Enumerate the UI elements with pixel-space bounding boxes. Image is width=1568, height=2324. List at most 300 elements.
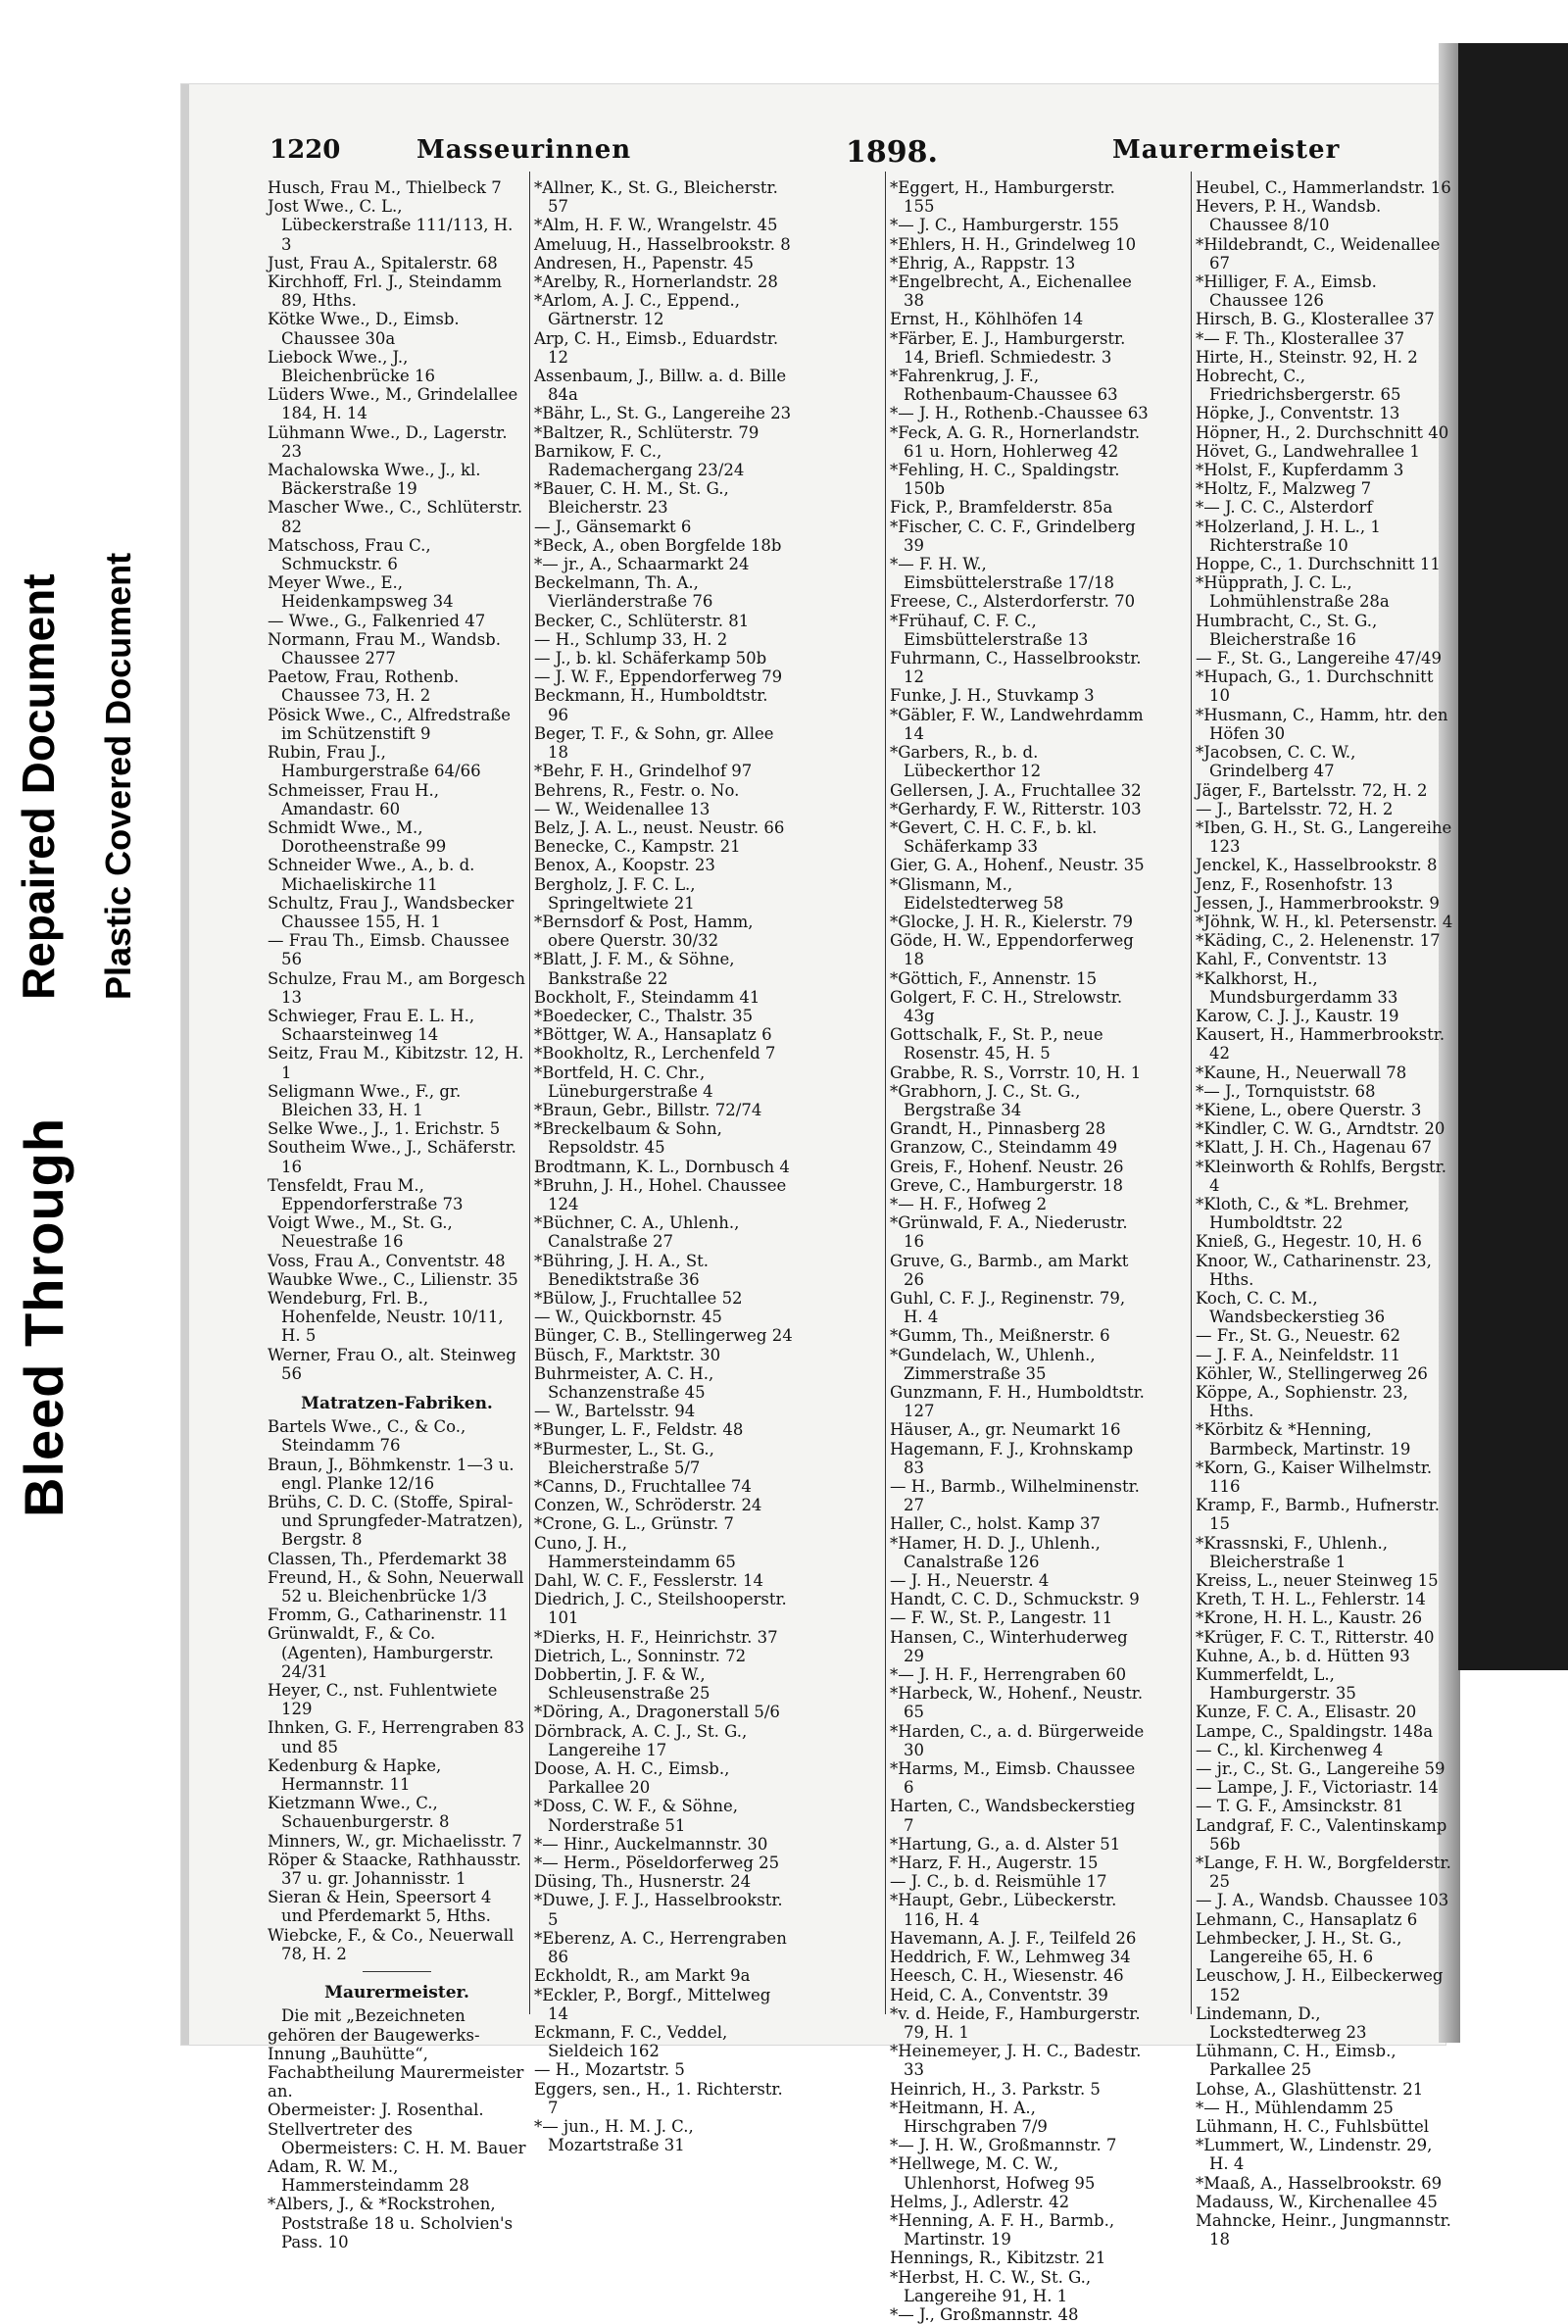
directory-entry: Beckmann, H., Humboldtstr. 96 [534, 686, 768, 724]
directory-entry: Rubin, Frau J., Hamburgerstraße 64/66 [268, 743, 481, 781]
entry-list [890, 178, 1149, 2324]
page-binding-edge [181, 84, 189, 2045]
directory-entry: Adam, R. W. M., Hammersteindamm 28 [268, 2156, 469, 2196]
directory-entry: Lindemann, D., Lockstedterweg 23 [1196, 2003, 1367, 2042]
directory-entry: *Hamer, H. D. J., Uhlenh., Canalstraße 126 [890, 1533, 1101, 1571]
directory-entry: Bergholz, J. F. C. L., Springeltwiete 21 [534, 874, 696, 913]
directory-entry: Funke, J. H., Stuvkamp 3 [890, 686, 1095, 706]
directory-entry: Karow, C. J. J., Kaustr. 19 [1196, 1006, 1399, 1025]
directory-entry: Diedrich, J. C., Steilshooperstr. 101 [534, 1590, 787, 1628]
directory-entry: Buhrmeister, A. C. H., Schanzenstraße 45 [534, 1363, 714, 1402]
directory-entry: *Glocke, J. H. R., Kielerstr. 79 [890, 912, 1133, 931]
directory-entry: *Hellwege, M. C. W., Uhlenhorst, Hofweg 95 [890, 2154, 1096, 2193]
directory-entry: Ernst, H., Köhlhöfen 14 [890, 310, 1084, 329]
directory-entry: Arp, C. H., Eimsb., Eduardstr. 12 [534, 328, 779, 367]
directory-entry: *Eckler, P., Borgf., Mittelweg 14 [534, 1985, 771, 2023]
directory-entry: *Bernsdorf & Post, Hamm, obere Querstr. 30/32 [534, 912, 754, 951]
directory-entry: *Blatt, J. F. M., & Söhne, Bankstraße 22 [534, 950, 735, 988]
directory-entry: *Fahrenkrug, J. F., Rothenbaum-Chaussee 63 [890, 367, 1118, 405]
directory-entry: *Lummert, W., Lindenstr. 29, H. 4 [1196, 2136, 1433, 2174]
directory-entry: — Wwe., G., Falkenried 47 [268, 611, 486, 630]
directory-entry: — H., Barmb., Wilhelminenstr. 27 [890, 1477, 1140, 1515]
directory-entry: *Bunger, L. F., Feldstr. 48 [534, 1420, 744, 1440]
directory-entry: *Arlom, A. J. C., Eppend., Gärtnerstr. 12 [534, 291, 741, 329]
directory-entry: — W., Weidenallee 13 [534, 799, 710, 818]
header-left-title: Masseurinnen [416, 135, 632, 165]
directory-entry: *Maaß, A., Hasselbrookstr. 69 [1196, 2173, 1443, 2193]
directory-entry: Kietzmann Wwe., C., Schauenburgerstr. 8 [268, 1794, 450, 1832]
directory-entry: *Burmester, L., St. G., Bleicherstraße 5/7 [534, 1439, 714, 1477]
directory-entry: *Gumm, Th., Meißnerstr. 6 [890, 1326, 1110, 1346]
directory-entry: Selke Wwe., J., 1. Erichstr. 5 [268, 1119, 501, 1139]
directory-entry: Benox, A., Koopstr. 23 [534, 856, 715, 875]
directory-entry: *Harz, F. H., Augerstr. 15 [890, 1854, 1099, 1873]
directory-entry: *Käding, C., 2. Helenenstr. 17 [1196, 931, 1441, 951]
directory-entry: *Krone, H. H. L., Kaustr. 26 [1196, 1608, 1423, 1628]
directory-entry: *— F. H. W., Eimsbüttelerstraße 17/18 [890, 555, 1114, 593]
directory-entry: Grandt, H., Pinnasberg 28 [890, 1119, 1106, 1139]
directory-entry: Golgert, F. C. H., Strelowstr. 43g [890, 987, 1123, 1025]
directory-entry: *Feck, A. G. R., Hornerlandstr. 61 u. Horn, Hohlerweg 42 [890, 422, 1141, 461]
directory-entry: — jr., C., St. G., Langereihe 59 [1196, 1759, 1446, 1779]
section-intro: Die mit „Bezeichneten gehören der Baugewerks-Innung „Bauhütte“, Fachabtheilung Maurermeister an. [268, 2006, 524, 2101]
directory-entry: *Klatt, J. H. Ch., Hagenau 67 [1196, 1138, 1433, 1158]
directory-entry: Kötke Wwe., D., Eimsb. Chaussee 30a [268, 310, 460, 348]
directory-entry: Göde, H. W., Eppendorferweg 18 [890, 931, 1134, 969]
directory-entry: Hövet, G., Landwehrallee 1 [1196, 441, 1420, 461]
directory-entry: *Henning, A. F. H., Barmb., Martinstr. 19 [890, 2210, 1115, 2250]
directory-entry: *Lange, F. H. W., Borgfelderstr. 25 [1196, 1854, 1451, 1892]
directory-entry: Hoppe, C., 1. Durchschnitt 11 [1196, 555, 1441, 574]
directory-entry: Brühs, C. D. C. (Stoffe, Spiral- und Sprungfeder-Matratzen), Bergstr. 8 [268, 1493, 523, 1550]
directory-column-1 [268, 178, 526, 2251]
directory-entry: Heid, C. A., Conventstr. 39 [890, 1985, 1108, 2004]
directory-entry: — W., Quickbornstr. 45 [534, 1308, 722, 1327]
plastic-covered-document-label: Plastic Covered Document [98, 552, 138, 1000]
directory-entry: Eggers, sen., H., 1. Richterstr. 7 [534, 2079, 783, 2117]
directory-entry: *Holst, F., Kupferdamm 3 [1196, 461, 1404, 480]
directory-entry: Brodtmann, K. L., Dornbusch 4 [534, 1157, 790, 1176]
directory-entry: *Haupt, Gebr., Lübeckerstr. 116, H. 4 [890, 1891, 1117, 1929]
directory-column-3 [890, 178, 1149, 2324]
directory-entry: Voss, Frau A., Conventstr. 48 [268, 1251, 506, 1270]
directory-entry: Gunzmann, F. H., Humboldtstr. 127 [890, 1383, 1145, 1421]
directory-entry: — J. A., Wandsb. Chaussee 103 [1196, 1891, 1449, 1910]
directory-entry: *Hüpprath, J. C. L., Lohmühlenstraße 28a [1196, 573, 1390, 612]
directory-entry: *Hilliger, F. A., Eimsb. Chaussee 126 [1196, 272, 1377, 311]
directory-entry: *Kaune, H., Neuerwall 78 [1196, 1063, 1407, 1082]
section-title-matratzen: Matratzen-Fabriken. [301, 1394, 493, 1413]
directory-entry: *— J. H. W., Großmannstr. 7 [890, 2136, 1117, 2155]
directory-entry: Granzow, C., Steindamm 49 [890, 1138, 1118, 1158]
directory-entry: — J. C., b. d. Reismühle 17 [890, 1872, 1107, 1892]
directory-entry: *Göttich, F., Annenstr. 15 [890, 968, 1098, 988]
directory-entry: Hansen, C., Winterhuderweg 29 [890, 1627, 1128, 1665]
entry-list [534, 178, 793, 2154]
directory-entry: Meyer Wwe., E., Heidenkampsweg 34 [268, 573, 454, 612]
directory-entry: Classen, Th., Pferdemarkt 38 [268, 1549, 508, 1568]
directory-entry: Hennings, R., Kibitzstr. 21 [890, 2249, 1106, 2268]
directory-entry: Mascher Wwe., C., Schlüterstr. 82 [268, 498, 523, 536]
directory-entry: Just, Frau A., Spitalerstr. 68 [268, 253, 498, 272]
directory-entry: Lüders Wwe., M., Grindelallee 184, H. 14 [268, 385, 518, 423]
directory-entry: *Allner, K., St. G., Bleicherstr. 57 [534, 178, 778, 217]
directory-entry: *Boedecker, C., Thalstr. 35 [534, 1006, 754, 1025]
directory-entry: *Holzerland, J. H. L., 1 Richterstraße 10 [1196, 517, 1381, 555]
directory-entry: Gottschalk, F., St. P., neue Rosenstr. 45, H. 5 [890, 1025, 1103, 1063]
directory-entry: — F., St. G., Langereihe 47/49 [1196, 649, 1442, 668]
header-year: 1898. [846, 135, 938, 170]
directory-entry: *— H., Mühlendamm 25 [1196, 2098, 1394, 2117]
directory-entry: Jenckel, K., Hasselbrookstr. 8 [1196, 856, 1438, 875]
directory-entry: Heesch, C. H., Wiesenstr. 46 [890, 1966, 1124, 1986]
directory-entry: Greve, C., Hamburgerstr. 18 [890, 1175, 1124, 1195]
directory-entry: — Fr., St. G., Neuestr. 62 [1196, 1326, 1401, 1346]
directory-entry: *Herbst, H. C. W., St. G., Langereihe 91, H. 1 [890, 2267, 1092, 2305]
directory-entry: Stellvertreter des Obermeisters: C. H. M. Bauer [268, 2119, 526, 2157]
directory-entry: *— J. C. C., Alsterdorf [1196, 498, 1373, 518]
directory-entry: Gellersen, J. A., Fruchtallee 32 [890, 780, 1142, 800]
directory-entry: Häuser, A., gr. Neumarkt 16 [890, 1420, 1121, 1440]
directory-entry: Höpner, H., 2. Durchschnitt 40 [1196, 422, 1449, 442]
directory-entry: Dörnbrack, A. C. J., St. G., Langereihe 17 [534, 1721, 748, 1759]
directory-entry: *Kiene, L., obere Querstr. 3 [1196, 1100, 1422, 1119]
directory-entry: Machalowska Wwe., J., kl. Bäckerstraße 19 [268, 461, 481, 499]
directory-entry: Behrens, R., Festr. o. No. [534, 780, 740, 800]
directory-entry: Helms, J., Adlerstr. 42 [890, 2192, 1070, 2211]
section-divider [363, 1971, 431, 1972]
directory-entry: Jenz, F., Rosenhofstr. 13 [1196, 874, 1394, 894]
directory-entry: Jäger, F., Bartelsstr. 72, H. 2 [1196, 780, 1428, 800]
directory-entry: Southeim Wwe., J., Schäferstr. 16 [268, 1138, 516, 1176]
column-divider [529, 172, 530, 2014]
directory-entry: *Bauer, C. H. M., St. G., Bleicherstr. 23 [534, 479, 729, 518]
section-title-maurermeister: Maurermeister. [324, 1983, 469, 2003]
directory-entry: *Krassnski, F., Uhlenh., Bleicherstraße 1 [1196, 1533, 1389, 1571]
directory-entry: Lehmann, C., Hansaplatz 6 [1196, 1909, 1418, 1929]
directory-entry: Andresen, H., Papenstr. 45 [534, 253, 755, 272]
directory-entry: *Husmann, C., Hamm, htr. den Höfen 30 [1196, 705, 1448, 743]
directory-entry: Köhler, W., Stellingerweg 26 [1196, 1363, 1428, 1383]
directory-entry: Grünwaldt, F., & Co. (Agenten), Hamburgerstr. 24/31 [268, 1624, 494, 1681]
directory-entry: *Bähr, L., St. G., Langereihe 23 [534, 404, 792, 423]
directory-entry: *Gevert, C. H. C. F., b. kl. Schäferkamp 33 [890, 817, 1098, 857]
directory-entry: Fromm, G., Catharinenstr. 11 [268, 1606, 509, 1625]
directory-entry: *Duwe, J. F. J., Hasselbrookstr. 5 [534, 1891, 783, 1929]
directory-entry: Wendeburg, Frl. B., Hohenfelde, Neustr. 10/11, H. 5 [268, 1288, 504, 1346]
directory-entry: *Fehling, H. C., Spaldingstr. 150b [890, 461, 1120, 499]
directory-entry: *Alm, H. F. W., Wrangelstr. 45 [534, 216, 778, 235]
directory-entry: Leuschow, J. H., Eilbeckerweg 152 [1196, 1966, 1444, 2004]
directory-entry: Knoor, W., Catharinenstr. 23, Hths. [1196, 1251, 1432, 1289]
directory-entry: Lühmann, H. C., Fuhlsbüttel [1196, 2116, 1430, 2136]
directory-entry: *Bruhn, J. H., Hohel. Chaussee 124 [534, 1175, 787, 1213]
directory-entry: Freund, H., & Sohn, Neuerwall 52 u. Bleichenbrücke 1/3 [268, 1567, 524, 1607]
directory-entry: Mahncke, Heinr., Jungmannstr. 18 [1196, 2210, 1451, 2250]
directory-entry: *Grabhorn, J. C., St. G., Bergstraße 34 [890, 1081, 1081, 1119]
directory-entry: Heinrich, H., 3. Parkstr. 5 [890, 2079, 1101, 2099]
directory-entry: Becker, C., Schlüterstr. 81 [534, 611, 750, 630]
directory-entry: *Gundelach, W., Uhlenh., Zimmerstraße 35 [890, 1345, 1096, 1383]
directory-entry: *Heitmann, H. A., Hirschgraben 7/9 [890, 2098, 1048, 2136]
directory-entry: *Kleinworth & Rohlfs, Bergstr. 4 [1196, 1157, 1446, 1195]
directory-entry: *Bülow, J., Fruchtallee 52 [534, 1288, 743, 1308]
directory-entry: *Breckelbaum & Sohn, Repsoldstr. 45 [534, 1119, 722, 1158]
directory-entry: *— Hinr., Auckelmannstr. 30 [534, 1834, 768, 1854]
entry-list [268, 2101, 526, 2251]
directory-entry: Matschoss, Frau C., Schmuckstr. 6 [268, 535, 431, 574]
scanner-background-bar [1458, 43, 1568, 1670]
directory-entry: — H., Mozartstr. 5 [534, 2060, 685, 2080]
directory-entry: *— J. H., Rothenb.-Chaussee 63 [890, 404, 1149, 423]
page-number: 1220 [270, 135, 341, 165]
directory-entry: Lehmbecker, J. H., St. G., Langereihe 65, H. 6 [1196, 1928, 1402, 1967]
directory-entry: Koch, C. C. M., Wandsbeckerstieg 36 [1196, 1288, 1386, 1327]
directory-entry: *Harden, C., a. d. Bürgerweide 30 [890, 1721, 1145, 1759]
directory-entry: Kunze, F. C. A., Elisastr. 20 [1196, 1703, 1417, 1722]
directory-entry: *Gerhardy, F. W., Ritterstr. 103 [890, 799, 1142, 818]
directory-entry: *Bookholtz, R., Lerchenfeld 7 [534, 1044, 776, 1063]
directory-entry: *Körbitz & *Henning, Barmbeck, Martinstr. 19 [1196, 1420, 1411, 1459]
directory-entry: Hobrecht, C., Friedrichsbergerstr. 65 [1196, 367, 1401, 405]
directory-entry: Paetow, Frau, Rothenb. Chaussee 73, H. 2 [268, 668, 460, 706]
directory-entry: *Ehlers, H. H., Grindelweg 10 [890, 234, 1137, 254]
directory-entry: Kreth, T. H. L., Fehlerstr. 14 [1196, 1590, 1426, 1609]
directory-entry: Höpke, J., Conventstr. 13 [1196, 404, 1400, 423]
directory-entry: — Frau Th., Eimsb. Chaussee 56 [268, 931, 510, 969]
directory-entry: Lühmann Wwe., D., Lagerstr. 23 [268, 422, 508, 461]
directory-entry: *Canns, D., Fruchtallee 74 [534, 1477, 752, 1497]
directory-entry: *Holtz, F., Malzweg 7 [1196, 479, 1372, 499]
directory-entry: Doose, A. H. C., Eimsb., Parkallee 20 [534, 1759, 730, 1798]
entry-list [268, 178, 526, 1383]
directory-entry: Bockholt, F., Steindamm 41 [534, 987, 760, 1007]
directory-entry: *Büchner, C. A., Uhlenh., Canalstraße 27 [534, 1213, 740, 1252]
directory-entry: *— jr., A., Schaarmarkt 24 [534, 555, 750, 574]
directory-entry: Heubel, C., Hammerlandstr. 16 [1196, 178, 1451, 197]
directory-entry: Kummerfeldt, L., Hamburgerstr. 35 [1196, 1665, 1356, 1704]
directory-entry: *Eggert, H., Hamburgerstr. 155 [890, 178, 1115, 217]
directory-entry: Kramp, F., Barmb., Hufnerstr. 15 [1196, 1496, 1440, 1534]
directory-entry: *Heinemeyer, J. H. C., Badestr. 33 [890, 2042, 1142, 2080]
directory-entry: Bünger, C. B., Stellingerweg 24 [534, 1326, 793, 1346]
directory-entry: — F. W., St. P., Langestr. 11 [890, 1608, 1113, 1628]
directory-entry: Bartels Wwe., C., & Co., Steindamm 76 [268, 1417, 466, 1456]
directory-entry: Fuhrmann, C., Hasselbrookstr. 12 [890, 649, 1142, 687]
directory-entry: — J., Bartelsstr. 72, H. 2 [1196, 799, 1394, 818]
directory-entry: — Lampe, J. F., Victoriastr. 14 [1196, 1778, 1439, 1798]
directory-entry: — J. H., Neuerstr. 4 [890, 1571, 1050, 1591]
directory-entry: — H., Schlump 33, H. 2 [534, 629, 728, 649]
directory-entry: *Beck, A., oben Borgfelde 18b [534, 535, 782, 555]
directory-entry: *— F. Th., Klosterallee 37 [1196, 328, 1405, 348]
directory-entry: *Ehrig, A., Rappstr. 13 [890, 253, 1076, 272]
directory-entry: Humbracht, C., St. G., Bleicherstraße 16 [1196, 611, 1378, 649]
directory-column-2 [534, 178, 793, 2154]
directory-entry: Heyer, C., nst. Fuhlentwiete 129 [268, 1681, 498, 1719]
directory-entry: Freese, C., Alsterdorferstr. 70 [890, 592, 1136, 612]
directory-entry: Röper & Staacke, Rathhausstr. 37 u. gr. Johannisstr. 1 [268, 1850, 521, 1889]
directory-entry: Schmidt Wwe., M., Dorotheenstraße 99 [268, 817, 447, 857]
directory-entry: *Glismann, M., Eidelstedterweg 58 [890, 874, 1064, 913]
directory-entry: Schneider Wwe., A., b. d. Michaeliskirche 11 [268, 856, 475, 894]
directory-entry: *v. d. Heide, F., Hamburgerstr. 79, H. 1 [890, 2003, 1141, 2042]
directory-entry: *— J., Großmannstr. 48 [890, 2304, 1079, 2324]
directory-entry: Seitz, Frau M., Kibitzstr. 12, H. 1 [268, 1044, 524, 1082]
directory-entry: *— J., Tornquiststr. 68 [1196, 1081, 1376, 1101]
directory-entry: *Hildebrandt, C., Weidenallee 67 [1196, 234, 1441, 272]
column-divider [885, 172, 886, 2014]
directory-entry: *Grünwald, F. A., Niederustr. 16 [890, 1213, 1128, 1252]
directory-entry: Gier, G. A., Hohenf., Neustr. 35 [890, 856, 1145, 875]
directory-entry: *Hartung, G., a. d. Alster 51 [890, 1834, 1121, 1854]
directory-entry: *Döring, A., Dragonerstall 5/6 [534, 1703, 780, 1722]
directory-entry: Heddrich, F. W., Lehmweg 34 [890, 1948, 1131, 1967]
directory-entry: Handt, C. C. D., Schmuckstr. 9 [890, 1590, 1140, 1609]
directory-entry: Seligmann Wwe., F., gr. Bleichen 33, H. 1 [268, 1081, 462, 1119]
directory-entry: Kedenburg & Hapke, Hermannstr. 11 [268, 1755, 442, 1795]
directory-entry: Greis, F., Hohenf. Neustr. 26 [890, 1157, 1124, 1176]
directory-entry: Hirsch, B. G., Klosterallee 37 [1196, 310, 1435, 329]
directory-entry: Düsing, Th., Husnerstr. 24 [534, 1872, 752, 1892]
directory-entry: Hagemann, F. J., Krohnskamp 83 [890, 1439, 1134, 1477]
directory-entry: Tensfeldt, Frau M., Eppendorferstraße 73 [268, 1175, 464, 1213]
directory-entry: *Iben, G. H., St. G., Langereihe 123 [1196, 817, 1452, 857]
directory-entry: Husch, Frau M., Thielbeck 7 [268, 178, 502, 197]
directory-entry: Beger, T. F., & Sohn, gr. Allee 18 [534, 723, 774, 763]
directory-entry: Lampe, C., Spaldingstr. 148a [1196, 1721, 1434, 1741]
directory-entry: Conzen, W., Schröderstr. 24 [534, 1496, 762, 1515]
directory-entry: Büsch, F., Marktstr. 30 [534, 1345, 721, 1364]
directory-column-4 [1196, 178, 1454, 2249]
directory-entry: Hirte, H., Steinstr. 92, H. 2 [1196, 347, 1418, 367]
directory-entry: *Hupach, G., 1. Durchschnitt 10 [1196, 668, 1434, 706]
directory-entry: *Bortfeld, H. C. Chr., Lüneburgerstraße 4 [534, 1063, 713, 1101]
directory-entry: *Albers, J., & *Rockstrohen, Poststraße 18 u. Scholvien's Pass. 10 [268, 2195, 514, 2251]
directory-entry: Havemann, A. J. F., Teilfeld 26 [890, 1928, 1137, 1948]
column-divider [1191, 172, 1192, 2014]
directory-entry: Sieran & Hein, Speersort 4 und Pferdemarkt 5, Hths. [268, 1888, 492, 1926]
directory-entry: Harten, C., Wandsbeckerstieg 7 [890, 1797, 1136, 1835]
directory-entry: Köppe, A., Sophienstr. 23, Hths. [1196, 1383, 1408, 1421]
directory-entry: *Korn, G., Kaiser Wilhelmstr. 116 [1196, 1458, 1433, 1497]
directory-entry: Haller, C., holst. Kamp 37 [890, 1514, 1101, 1534]
directory-entry: — J., b. kl. Schäferkamp 50b [534, 649, 767, 668]
directory-entry: Fick, P., Bramfelderstr. 85a [890, 498, 1113, 518]
directory-entry: Braun, J., Böhmkenstr. 1—3 u. engl. Planke 12/16 [268, 1455, 514, 1493]
directory-entry: *Frühauf, C. F. C., Eimsbüttelerstraße 13 [890, 611, 1089, 649]
directory-entry: *Harms, M., Eimsb. Chaussee 6 [890, 1759, 1136, 1798]
directory-entry: *Kindler, C. W. G., Arndtstr. 20 [1196, 1119, 1446, 1139]
directory-entry: Dietrich, L., Sonninstr. 72 [534, 1646, 747, 1665]
directory-entry: Beckelmann, Th. A., Vierländerstraße 76 [534, 573, 713, 612]
directory-entry: Ihnken, G. F., Herrengraben 83 und 85 [268, 1718, 525, 1756]
directory-entry: *Dierks, H. F., Heinrichstr. 37 [534, 1627, 778, 1647]
directory-entry: Liebock Wwe., J., Bleichenbrücke 16 [268, 347, 436, 386]
directory-entry: — J. F. A., Neinfeldstr. 11 [1196, 1345, 1401, 1364]
directory-entry: *Harbeck, W., Hohenf., Neustr. 65 [890, 1684, 1144, 1722]
directory-entry: *Fischer, C. C. F., Grindelberg 39 [890, 517, 1136, 555]
directory-entry: Knieß, G., Hegestr. 10, H. 6 [1196, 1232, 1422, 1252]
header-right-title: Maurermeister [1112, 135, 1341, 165]
bleed-through-label: Bleed Through [13, 1116, 74, 1517]
directory-entry: Wiebcke, F., & Co., Neuerwall 78, H. 2 [268, 1925, 514, 1963]
directory-entry: *Bühring, J. H. A., St. Benediktstraße 36 [534, 1251, 710, 1289]
directory-entry: *— H. F., Hofweg 2 [890, 1194, 1048, 1213]
directory-entry: Kausert, H., Hammerbrookstr. 42 [1196, 1025, 1446, 1063]
directory-entry: Kirchhoff, Frl. J., Steindamm 89, Hths. [268, 272, 503, 311]
directory-entry: — C., kl. Kirchenweg 4 [1196, 1740, 1384, 1759]
directory-entry: *Krüger, F. C. T., Ritterstr. 40 [1196, 1627, 1435, 1647]
directory-entry: — J., Gänsemarkt 6 [534, 517, 692, 536]
directory-entry: Assenbaum, J., Billw. a. d. Bille 84a [534, 367, 787, 405]
directory-entry: Jessen, J., Hammerbrookstr. 9 [1196, 893, 1440, 913]
directory-entry: *— J. H. F., Herrengraben 60 [890, 1665, 1127, 1685]
directory-entry: Eckmann, F. C., Veddel, Sieldeich 162 [534, 2022, 728, 2061]
directory-entry: Grabbe, R. S., Vorrstr. 10, H. 1 [890, 1063, 1142, 1082]
directory-entry: Werner, Frau O., alt. Steinweg 56 [268, 1345, 516, 1383]
directory-entry: Schwieger, Frau E. L. H., Schaarsteinweg 14 [268, 1006, 475, 1045]
directory-entry: *Kalkhorst, H., Mundsburgerdamm 33 [1196, 968, 1398, 1007]
directory-entry: *Arelby, R., Hornerlandstr. 28 [534, 272, 778, 292]
repaired-document-label: Repaired Document [13, 573, 64, 1000]
directory-entry: *— jun., H. M. J. C., Mozartstraße 31 [534, 2116, 694, 2155]
directory-entry: Normann, Frau M., Wandsb. Chaussee 277 [268, 629, 501, 668]
directory-entry: Lühmann, C. H., Eimsb., Parkallee 25 [1196, 2042, 1396, 2080]
directory-entry: Benecke, C., Kampstr. 21 [534, 837, 741, 857]
entry-list [1196, 178, 1454, 2249]
directory-entry: *Kloth, C., & *L. Brehmer, Humboldtstr. 22 [1196, 1194, 1410, 1233]
directory-entry: *Engelbrecht, A., Eichenallee 38 [890, 272, 1132, 311]
directory-entry: Dobbertin, J. F. & W., Schleusenstraße 25 [534, 1665, 710, 1704]
directory-entry: *Eberenz, A. C., Herrengraben 86 [534, 1928, 787, 1967]
directory-entry: *Jöhnk, W. H., kl. Petersenstr. 4 [1196, 912, 1453, 931]
directory-entry: Hevers, P. H., Wandsb. Chaussee 8/10 [1196, 197, 1382, 235]
directory-entry: *Baltzer, R., Schlüterstr. 79 [534, 422, 760, 442]
directory-entry: *Jacobsen, C. C. W., Grindelberg 47 [1196, 743, 1356, 781]
directory-entry: Guhl, C. F. J., Reginenstr. 79, H. 4 [890, 1288, 1126, 1327]
directory-entry: *Gäbler, F. W., Landwehrdamm 14 [890, 705, 1144, 743]
directory-entry: *Crone, G. L., Grünstr. 7 [534, 1514, 734, 1534]
directory-entry: Eckholdt, R., am Markt 9a [534, 1966, 751, 1986]
directory-entry: Gruve, G., Barmb., am Markt 26 [890, 1251, 1129, 1289]
directory-entry: Waubke Wwe., C., Lilienstr. 35 [268, 1269, 518, 1289]
directory-entry: *Behr, F. H., Grindelhof 97 [534, 762, 753, 781]
directory-entry: *Braun, Gebr., Billstr. 72/74 [534, 1100, 762, 1119]
directory-entry: Kahl, F., Conventstr. 13 [1196, 950, 1388, 969]
directory-entry: *Färber, E. J., Hamburgerstr. 14, Briefl. Schmiedestr. 3 [890, 328, 1126, 367]
directory-entry: — W., Bartelsstr. 94 [534, 1402, 696, 1421]
directory-entry: Jost Wwe., C. L., Lübeckerstraße 111/113, H. 3 [268, 197, 514, 254]
directory-entry: Ameluug, H., Hasselbrookstr. 8 [534, 234, 791, 254]
directory-entry: *— J. C., Hamburgerstr. 155 [890, 216, 1119, 235]
directory-entry: Kreiss, L., neuer Steinweg 15 [1196, 1571, 1439, 1591]
page-header [270, 135, 1341, 174]
directory-entry: Barnikow, F. C., Rademachergang 23/24 [534, 441, 745, 480]
directory-entry: Schulze, Frau M., am Borgesch 13 [268, 968, 526, 1007]
directory-entry: *Garbers, R., b. d. Lübeckerthor 12 [890, 743, 1042, 781]
directory-entry: *Doss, C. W. F., & Söhne, Norderstraße 51 [534, 1797, 738, 1835]
directory-entry: Schultz, Frau J., Wandsbecker Chaussee 155, H. 1 [268, 893, 514, 931]
directory-entry: Minners, W., gr. Michaelisstr. 7 [268, 1831, 522, 1851]
directory-entry: Kuhne, A., b. d. Hütten 93 [1196, 1646, 1410, 1665]
directory-entry: Lohse, A., Glashüttenstr. 21 [1196, 2079, 1424, 2099]
directory-entry: Obermeister: J. Rosenthal. [268, 2101, 484, 2120]
directory-entry: Pösick Wwe., C., Alfredstraße im Schützenstift 9 [268, 705, 512, 743]
directory-entry: Madauss, W., Kirchenallee 45 [1196, 2192, 1438, 2211]
directory-entry: *— Herm., Pöseldorferweg 25 [534, 1854, 780, 1873]
directory-entry: Dahl, W. C. F., Fesslerstr. 14 [534, 1571, 763, 1591]
